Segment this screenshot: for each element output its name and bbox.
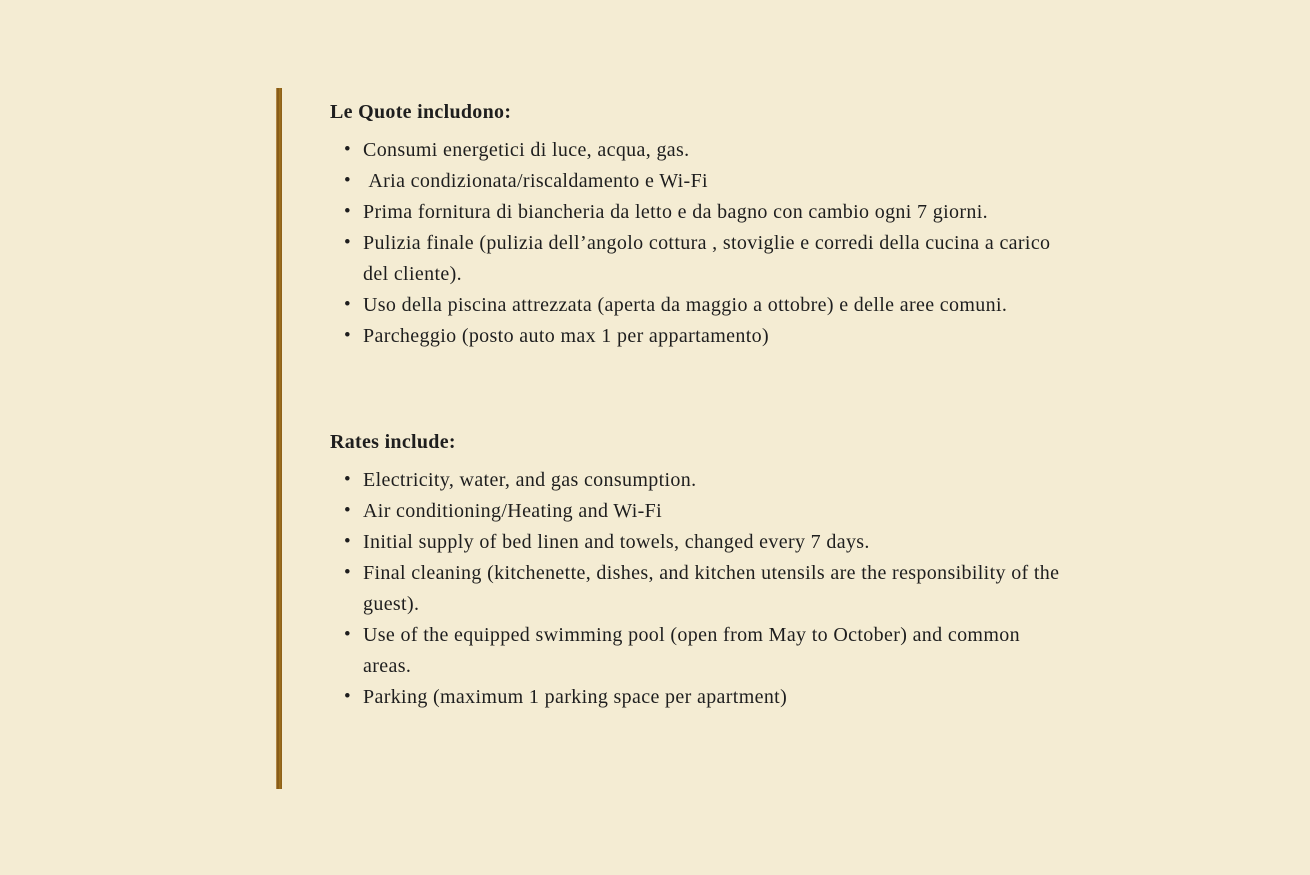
- section-italian: [330, 97, 1072, 352]
- list-item: • Prima fornitura di biancheria da letto e da bagno con cambio ogni 7 giorni.: [330, 197, 1072, 228]
- list-item: • Initial supply of bed linen and towels, changed every 7 days.: [330, 527, 1072, 558]
- bullet-list-italian: [330, 135, 1072, 352]
- list-item: • Final cleaning (kitchenette, dishes, and kitchen utensils are the responsibility of the guest).: [330, 558, 1072, 620]
- list-item: • Parcheggio (posto auto max 1 per appartamento): [330, 321, 1072, 352]
- section-heading-english: Rates include:: [330, 431, 456, 453]
- section-english: [330, 427, 1072, 713]
- content: [330, 97, 1072, 713]
- list-item: • Use of the equipped swimming pool (open from May to October) and common areas.: [330, 620, 1072, 682]
- list-item: • Aria condizionata/riscaldamento e Wi-Fi: [330, 166, 1072, 197]
- bullet-list-english: [330, 465, 1072, 713]
- list-item: • Air conditioning/Heating and Wi-Fi: [330, 496, 1072, 527]
- list-item: • Electricity, water, and gas consumption.: [330, 465, 1072, 496]
- section-heading-italian: Le Quote includono:: [330, 101, 512, 123]
- list-item: • Uso della piscina attrezzata (aperta da maggio a ottobre) e delle aree comuni.: [330, 290, 1072, 321]
- accent-bar: [276, 88, 282, 789]
- list-item: • Consumi energetici di luce, acqua, gas.: [330, 135, 1072, 166]
- list-item: • Parking (maximum 1 parking space per apartment): [330, 682, 1072, 713]
- list-item: • Pulizia finale (pulizia dell’angolo cottura , stoviglie e corredi della cucina a carico del cliente).: [330, 228, 1072, 290]
